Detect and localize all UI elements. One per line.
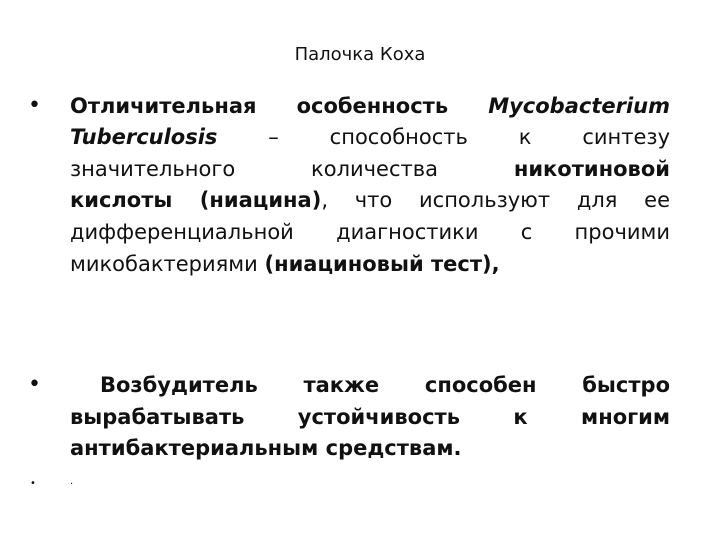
bullet-1-dot: •	[28, 93, 41, 118]
bullet-1-line-6-text: микобактериями	[70, 252, 265, 276]
bullet-1-line-4-text: , что используют для ее	[321, 188, 670, 212]
bullet-1-line-3	[70, 153, 670, 185]
bullet-2-line-3	[70, 432, 670, 464]
bullet-2-line-3-text: антибактериальным средствам.	[70, 436, 462, 460]
bullet-3-dot: •	[30, 478, 36, 489]
bullet-2-line-1-text: Возбудитель также способен быстро	[100, 373, 670, 397]
bullet-2-dot: •	[28, 372, 41, 397]
bullet-2-line-2-text: вырабатывать устойчивость к многим	[70, 405, 670, 429]
bullet-2-line-2	[70, 401, 670, 433]
bullet-3-text: .	[70, 476, 74, 487]
bullet-1-line-5: дифференциальной диагностики с прочими	[70, 220, 670, 244]
bullet-1-line-4	[70, 184, 670, 216]
bullet-1-line-1-text: Отличительная особенность	[70, 94, 489, 118]
bullet-1-line-6-bold: (ниациновый тест),	[264, 252, 500, 276]
bullet-1-line-2-latin: Tuberculosis	[70, 125, 218, 149]
bullet-1-line-2	[70, 121, 670, 153]
bullet-2-line-1	[100, 369, 670, 401]
slide-title: Палочка Коха	[294, 44, 426, 65]
bullet-1-line-2-text: – способность к синтезу	[217, 125, 670, 149]
bullet-1-line-1-latin: Mycobacterium	[488, 94, 670, 118]
bullet-1-line-4-bold: кислоты (ниацина)	[70, 188, 322, 212]
bullet-1-line-3-text: значительного количества	[70, 157, 514, 181]
bullet-1-line-1	[70, 90, 670, 122]
bullet-1-line-6	[70, 248, 670, 280]
bullet-1-line-3-bold: никотиновой	[513, 157, 670, 181]
